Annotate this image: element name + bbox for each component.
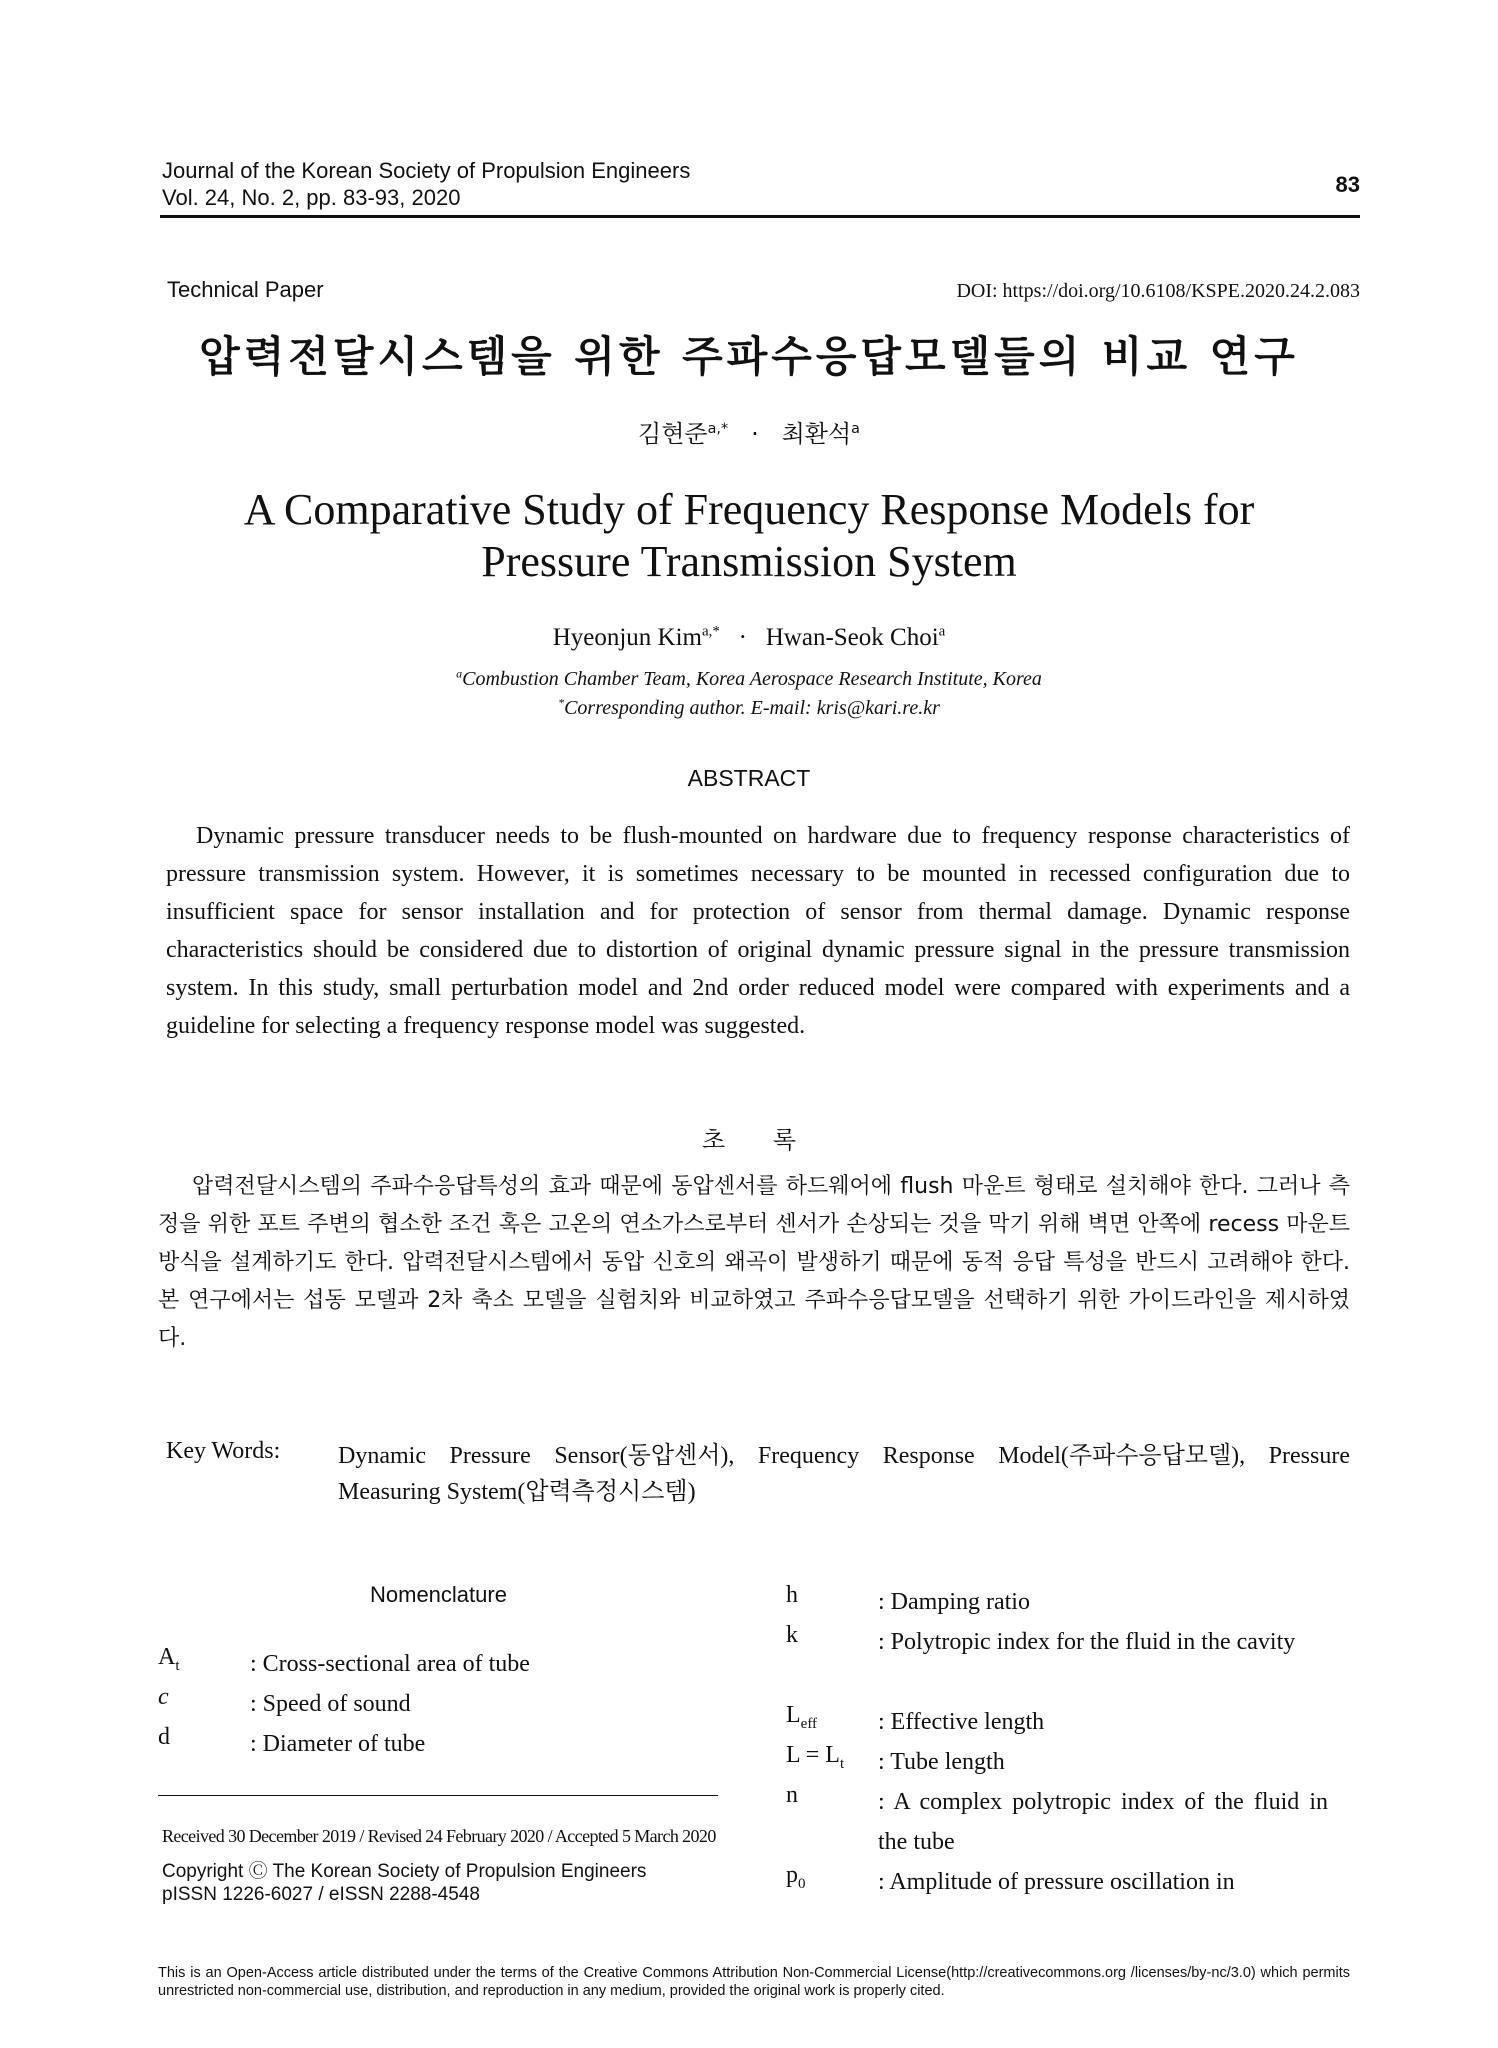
- keywords-label: Key Words:: [166, 1438, 281, 1464]
- nomenclature-title: Nomenclature: [370, 1582, 507, 1607]
- nomenclature-symbol: h: [786, 1582, 798, 1608]
- korean-abstract-text: 압력전달시스템의 주파수응답특성의 효과 때문에 동압센서를 하드웨어에 flush 마운트 형태로 설치해야 한다. 그러나 측정을 위한 포트 주변의 협소한 조건 혹은 고온의 연소가스로부터 센서가 손상되는 것을 막기 위해 벽면 안쪽에 recess 마운트 방식을 설계하기도 한다. 압력전달시스템에서 동압 신호의 왜곡이 발생하기 때문에 동적 응답 특성을 반드시 고려해야 한다. 본 연구에서는 섭동 모델과 2차 축소 모델을 실험치와 비교하였고 주파수응답모델을 선택하기 위한 가이드라인을 제시하였다.: [158, 1174, 1350, 1351]
- english-author-2: Hwan-Seok Choi: [765, 624, 939, 651]
- nomenclature-description: : Speed of sound: [250, 1691, 411, 1717]
- author-separator: ·: [751, 420, 759, 448]
- nomenclature-symbol: n: [786, 1782, 798, 1808]
- nomenclature-description: : A complex polytropic index of the fluid in the tube: [878, 1789, 1328, 1855]
- nomenclature-symbol: $p_0$: [786, 1862, 806, 1892]
- korean-author-1-affil: a,*: [707, 421, 729, 437]
- nomenclature-symbol: $L = L_t$: [786, 1742, 845, 1772]
- abstract-heading: ABSTRACT: [687, 765, 811, 791]
- korean-title: 압력전달시스템을 위한 주파수응답모델들의 비교 연구: [199, 332, 1299, 381]
- nomenclature-description: : Cross-sectional area of tube: [250, 1651, 530, 1677]
- english-title-line-2: Pressure Transmission System: [481, 537, 1017, 586]
- korean-author-1: 김현준: [638, 420, 708, 448]
- korean-author-2: 최환석: [781, 420, 852, 448]
- page-number: 83: [1335, 172, 1360, 197]
- received-dates: Received 30 December 2019 / Revised 24 February 2020 / Accepted 5 March 2020: [162, 1826, 716, 1846]
- nomenclature-symbol: c: [158, 1684, 169, 1710]
- corresponding-text: Corresponding author. E-mail: kris@kari.re.kr: [564, 697, 940, 719]
- affiliation-text: Combustion Chamber Team, Korea Aerospace Research Institute, Korea: [462, 668, 1042, 690]
- nomenclature-symbol: $A_t$: [158, 1644, 180, 1674]
- nomenclature-description: : Polytropic index for the fluid in the cavity: [878, 1629, 1296, 1655]
- author-separator: ·: [738, 624, 747, 651]
- paper-type: Technical Paper: [167, 277, 324, 302]
- affiliation-mark: a: [456, 666, 463, 681]
- nomenclature-symbol: d: [158, 1724, 170, 1750]
- korean-author-2-affil: a: [851, 421, 860, 437]
- doi-link[interactable]: DOI: https://doi.org/10.6108/KSPE.2020.24.2.083: [956, 280, 1360, 302]
- issn-info: pISSN 1226-6027 / eISSN 2288-4548: [162, 1884, 480, 1905]
- nomenclature-symbol: $L_{eff}$: [786, 1702, 818, 1732]
- copyright-notice: Copyright Ⓒ The Korean Society of Propulsion Engineers: [162, 1861, 647, 1882]
- nomenclature-description: : Effective length: [878, 1709, 1045, 1735]
- nomenclature-description: : Tube length: [878, 1749, 1005, 1775]
- keywords-text: Dynamic Pressure Sensor(동압센서), Frequency Response Model(주파수응답모델), Pressure Measuring System(압력측정시스템): [338, 1443, 1350, 1505]
- english-author-1-affil: a,*: [701, 623, 720, 640]
- corresponding-author: [0, 697, 1498, 720]
- affiliation: [0, 668, 1498, 691]
- open-access-notice: This is an Open-Access article distributed under the terms of the Creative Commons Attribution Non-Commercial License(http://creativecommons.org /licenses/by-nc/3.0) which permits unrestricted non-commercial use, distribution, and reproduction in any medium, provided the original work is properly cited.: [158, 1965, 1350, 1999]
- nomenclature-description: : Diameter of tube: [250, 1731, 426, 1757]
- english-title: [0, 484, 1498, 588]
- nomenclature-description: : Amplitude of pressure oscillation in: [878, 1869, 1235, 1895]
- footer-divider: [158, 1795, 718, 1796]
- nomenclature-symbol: k: [786, 1622, 798, 1648]
- english-title-line-1: A Comparative Study of Frequency Response Models for: [243, 485, 1255, 534]
- english-author-1: Hyeonjun Kim: [552, 624, 702, 651]
- journal-name: Journal of the Korean Society of Propulsion Engineers: [162, 158, 691, 183]
- journal-volume-info: Vol. 24, No. 2, pp. 83-93, 2020: [162, 185, 461, 210]
- korean-abstract-heading: 초 록: [702, 1126, 796, 1154]
- corresponding-mark: *: [558, 695, 565, 710]
- nomenclature-description: : Damping ratio: [878, 1589, 1030, 1615]
- english-authors: [0, 624, 1498, 652]
- korean-authors: [0, 414, 1498, 449]
- english-author-2-affil: a: [938, 623, 946, 640]
- abstract-text: Dynamic pressure transducer needs to be flush-mounted on hardware due to frequency response characteristics of pressure transmission system. However, it is sometimes necessary to be mounted in recessed configuration due to insufficient space for sensor installation and for protection of sensor from thermal damage. Dynamic response characteristics should be considered due to distortion of original dynamic pressure signal in the pressure transmission system. In this study, small perturbation model and 2nd order reduced model were compared with experiments and a guideline for selecting a frequency response model was suggested.: [166, 823, 1350, 1039]
- header-divider: [160, 215, 1360, 218]
